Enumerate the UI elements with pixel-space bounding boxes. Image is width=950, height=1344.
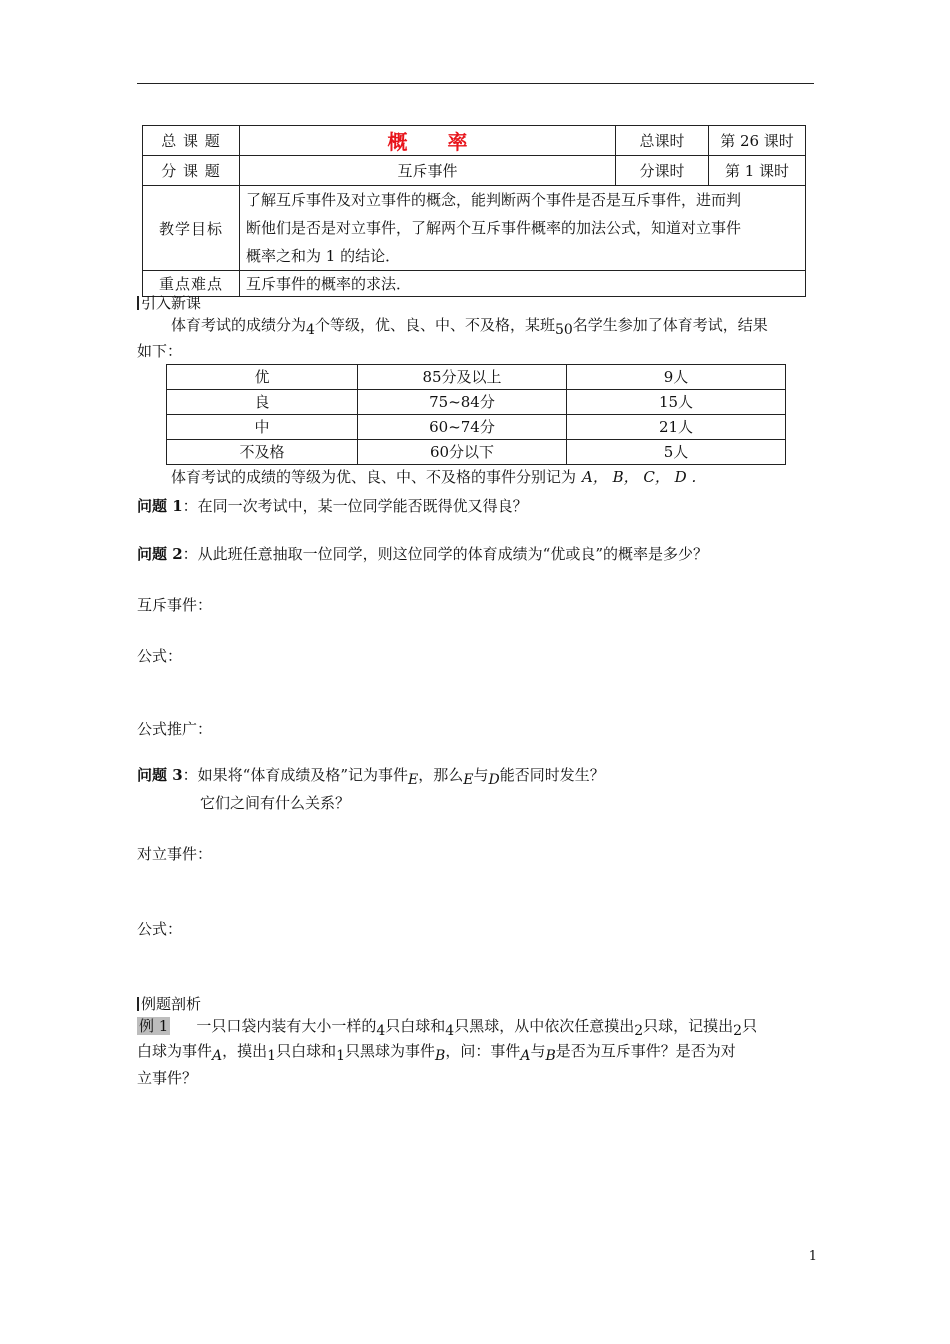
table-row <box>167 440 786 465</box>
question-2: 问题 2：从此班任意抽取一位同学，则这位同学的体育成绩为“优或良”的概率是多少？ <box>137 545 709 563</box>
lesson-info-table <box>142 125 806 297</box>
grade-count: 9人 <box>567 365 786 390</box>
formula-label: 公式： <box>137 647 183 665</box>
table-row <box>143 271 806 297</box>
header-rule <box>137 83 814 84</box>
intro-paragraph-line: 如下： <box>137 342 183 360</box>
example-line: 立事件？ <box>137 1069 198 1087</box>
grade-range: 75~84分 <box>358 390 567 415</box>
total-topic-label: 总 课 题 <box>143 126 240 156</box>
formula-label: 公式： <box>137 920 183 938</box>
total-hours-label: 总课时 <box>616 126 709 156</box>
table-row <box>143 126 806 156</box>
sub-topic-value: 互斥事件 <box>240 156 616 186</box>
table-row <box>167 390 786 415</box>
goals-line: 了解互斥事件及对立事件的概念，能判断两个事件是否是互斥事件，进而判 <box>246 191 742 209</box>
example-heading: 例题剖析 <box>137 993 201 1015</box>
sub-hours-label: 分课时 <box>616 156 709 186</box>
mutex-label: 互斥事件： <box>137 596 213 614</box>
intro-paragraph-line: 体育考试的成绩分为4个等级，优、良、中、不及格，某班50名学生参加了体育考试，结果 <box>171 316 768 338</box>
example-label: 例 1 <box>139 1017 169 1035</box>
grade-level: 中 <box>167 415 358 440</box>
topic-title: 概率 <box>387 130 508 154</box>
sub-topic-label: 分 课 题 <box>143 156 240 186</box>
table-row <box>167 365 786 390</box>
question-3: 问题 3：如果将“体育成绩及格”记为事件E，那么E与D能否同时发生？ <box>137 766 605 788</box>
grade-range: 60分以下 <box>358 440 567 465</box>
formula-extension-label: 公式推广： <box>137 720 213 738</box>
events-line: 体育考试的成绩的等级为优、良、中、不及格的事件分别记为 A， B， C， D . <box>171 468 697 486</box>
table-row <box>167 415 786 440</box>
example-line: 例 1 一只口袋内装有大小一样的4只白球和4只黑球，从中依次任意摸出2只球，记摸出2只 <box>139 1017 758 1039</box>
section-marker <box>137 296 139 310</box>
grade-level: 不及格 <box>167 440 358 465</box>
question-1: 问题 1：在同一次考试中，某一位同学能否既得优又得良？ <box>137 497 528 515</box>
example-line: 白球为事件A，摸出1只白球和1只黑球为事件B，问：事件A与B是否为互斥事件？是否为对 <box>137 1042 736 1064</box>
goals-label: 教学目标 <box>143 186 240 271</box>
total-hours-value: 第 26 课时 <box>709 126 806 156</box>
goals-text <box>240 186 806 271</box>
grade-count: 15人 <box>567 390 786 415</box>
section-marker <box>137 997 139 1011</box>
grade-count: 21人 <box>567 415 786 440</box>
key-points-text: 互斥事件的概率的求法． <box>240 271 806 297</box>
goals-line: 概率之和为 1 的结论． <box>246 247 401 265</box>
question-3-line-2: 它们之间有什么关系？ <box>200 794 351 812</box>
table-row <box>143 186 806 271</box>
grade-range: 60~74分 <box>358 415 567 440</box>
grade-count: 5人 <box>567 440 786 465</box>
goals-line: 断他们是否是对立事件，了解两个互斥事件概率的加法公式，知道对立事件 <box>246 219 742 237</box>
grade-level: 良 <box>167 390 358 415</box>
grade-level: 优 <box>167 365 358 390</box>
sub-hours-value: 第 1 课时 <box>709 156 806 186</box>
topic-cell <box>240 126 616 156</box>
table-row <box>143 156 806 186</box>
opposite-event-label: 对立事件： <box>137 845 213 863</box>
grade-table <box>166 364 786 465</box>
key-points-label: 重点难点 <box>143 271 240 297</box>
intro-heading: 引入新课 <box>137 292 201 314</box>
page-number: 1 <box>808 1249 817 1264</box>
grade-range: 85分及以上 <box>358 365 567 390</box>
